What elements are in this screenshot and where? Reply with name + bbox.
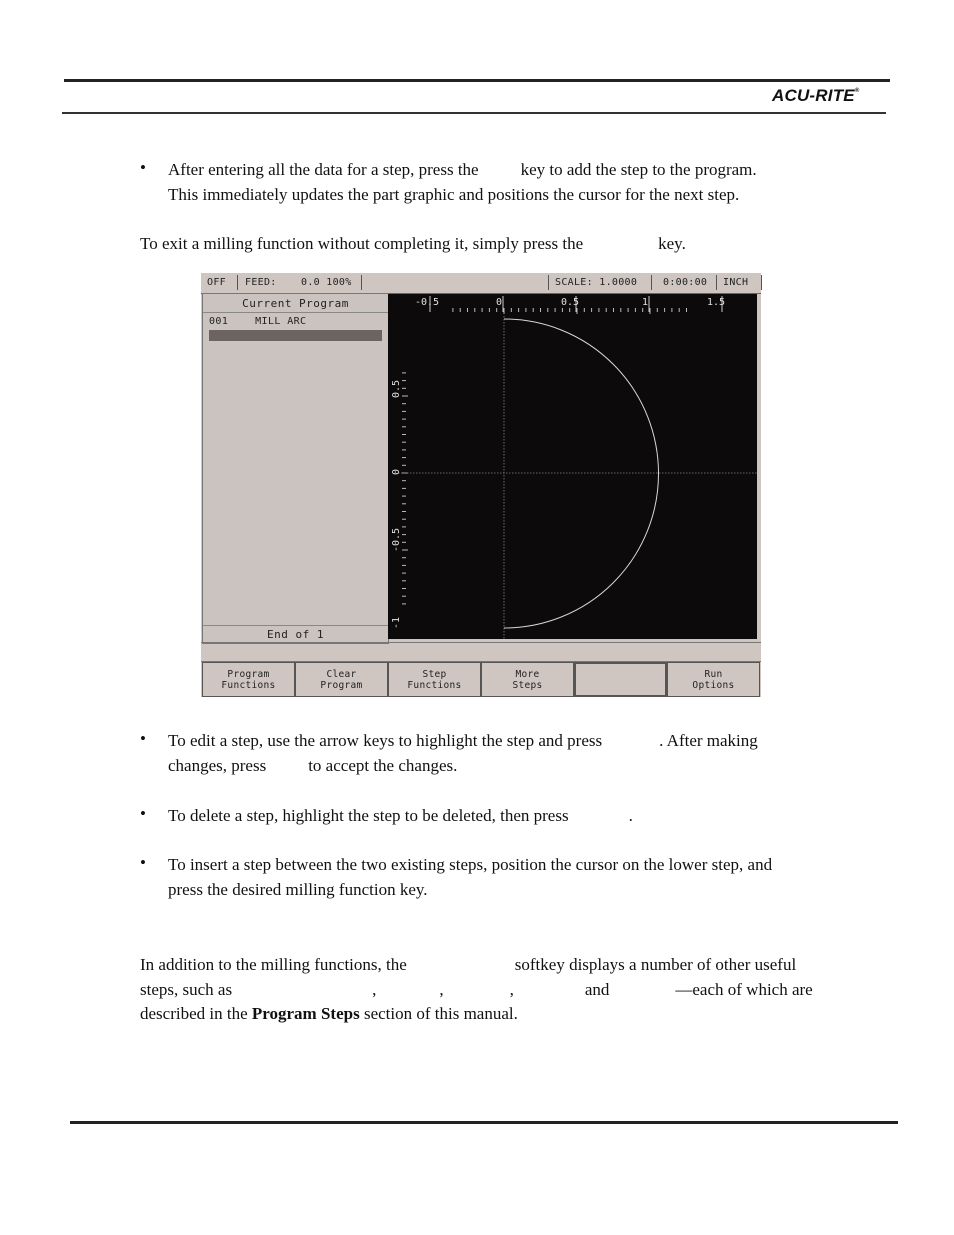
x-tick-label: 1 (642, 297, 649, 308)
status-feed-value: 0.0 100% (295, 275, 362, 290)
message-bar (201, 642, 761, 662)
footer-rule (70, 1121, 898, 1124)
softkey-program-functions[interactable]: Program Functions (202, 662, 295, 697)
header-rule (64, 79, 890, 82)
softkey-blank[interactable] (574, 662, 667, 697)
softkey-clear-program[interactable]: Clear Program (295, 662, 388, 697)
y-tick-label: -1 (391, 616, 402, 629)
status-mode: OFF (201, 275, 238, 290)
current-program-panel (202, 293, 389, 644)
x-tick-label: 0 (496, 297, 503, 308)
exit-paragraph: To exit a milling function without completing it, simply press the key. (140, 234, 686, 253)
softkey-bar (201, 661, 761, 697)
status-bar (201, 273, 761, 294)
bullet-symbol: • (140, 804, 146, 823)
status-time: 0:00:00 (657, 275, 717, 290)
bullet-insert-step: To insert a step between the two existing steps, position the cursor on the lower step, and press the desired milling function key. (168, 855, 773, 899)
y-tick-label: 0 (391, 468, 402, 475)
status-feed-label: FEED: (245, 277, 277, 288)
program-end-label: End of 1 (203, 625, 388, 643)
bullet-symbol: • (140, 729, 146, 748)
status-scale: SCALE: 1.0000 (548, 275, 652, 290)
step-name: MILL ARC (255, 316, 307, 327)
part-graphic-svg (388, 294, 757, 639)
bullet-delete-step: To delete a step, highlight the step to be deleted, then press . (168, 806, 633, 825)
y-tick-labels (391, 380, 402, 629)
step-number: 001 (209, 316, 229, 327)
program-cursor (209, 330, 382, 341)
program-steps-reference: Program Steps (251, 1004, 360, 1023)
header-rule-lower (62, 112, 886, 114)
x-tick-label: -0.5 (415, 297, 440, 308)
bullet-add-step: After entering all the data for a step, press the key to add the step to the program. This immediately updates the part graphic and positions the cursor for the next step. (168, 160, 757, 204)
bullet-edit-step: To edit a step, use the arrow keys to highlight the step and press . After making changes, press to accept the changes. (168, 731, 758, 775)
current-program-title: Current Program (203, 295, 388, 313)
part-graphic-view (388, 294, 757, 639)
x-tick-label: 0.5 (561, 297, 580, 308)
y-tick-label: 0.5 (391, 379, 402, 398)
status-units: INCH (717, 275, 762, 290)
arc-toolpath (504, 319, 659, 628)
bullet-symbol: • (140, 853, 146, 872)
program-step-row[interactable] (209, 316, 306, 327)
bullet-symbol: • (140, 158, 146, 177)
softkey-more-steps[interactable]: More Steps (481, 662, 574, 697)
y-tick-label: -0.5 (391, 527, 402, 552)
softkey-run-options[interactable]: Run Options (667, 662, 760, 697)
acu-rite-logo: ACU-RITE® (772, 86, 860, 105)
closing-paragraph: In addition to the milling functions, the softkey displays a number of other useful steps, such as , , , and —each of which are described in the Program Steps section of this manual. (140, 955, 813, 1023)
x-tick-label: 1.5 (707, 297, 726, 308)
softkey-step-functions[interactable]: Step Functions (388, 662, 481, 697)
